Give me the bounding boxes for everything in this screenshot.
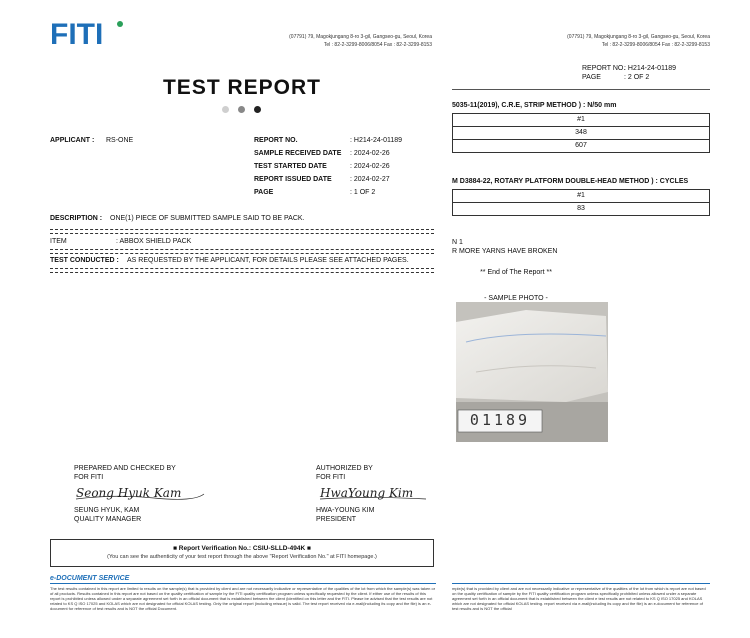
sample-photo (456, 302, 608, 442)
report-no-value: : H214-24-01189 (624, 65, 677, 72)
page-title: TEST REPORT (162, 76, 321, 99)
prepared-for: FOR FITI (74, 474, 104, 481)
test-conducted-value: AS REQUESTED BY THE APPLICANT, FOR DETAILS PLEASE SEE ATTACHED PAGES. (127, 257, 409, 264)
sample-photo-label: - SAMPLE PHOTO - (484, 295, 548, 302)
prepared-name: SEUNG HYUK, KAM (74, 507, 140, 514)
info-label: PAGE (254, 189, 274, 196)
description-value: ONE(1) PIECE OF SUBMITTED SAMPLE SAID TO BE PACK. (110, 215, 305, 222)
info-value: : 1 OF 2 (350, 189, 376, 196)
svg-text:Seong Hyuk Kam: Seong Hyuk Kam (76, 486, 182, 500)
test-conducted-label: TEST CONDUCTED : (50, 257, 119, 264)
section2-table (452, 189, 710, 216)
info-value: : H214-24-01189 (350, 137, 403, 144)
authorized-title: AUTHORIZED BY (316, 465, 373, 472)
header-rule (452, 89, 710, 90)
prepared-role: QUALITY MANAGER (74, 516, 142, 523)
info-label: TEST STARTED DATE (254, 163, 327, 170)
authorized-role: PRESIDENT (316, 516, 357, 523)
report-page-2 (452, 0, 750, 638)
footer-rule (452, 583, 710, 584)
authorized-signature (316, 482, 444, 504)
verification-note: (You can see the authenticity of your test report through the above "Report Verification No." at FITI homepage.) (107, 554, 377, 560)
section2-heading: M D3884-22, ROTARY PLATFORM DOUBLE-HEAD METHOD ) : CYCLES (452, 178, 689, 185)
edocument-service-label: e-DOCUMENT SERVICE (50, 575, 130, 582)
dot-3[interactable] (254, 106, 261, 113)
svg-text:HwaYoung Kim: HwaYoung Kim (320, 486, 414, 500)
table-cell: #1 (453, 190, 709, 203)
dot-2[interactable] (238, 106, 245, 113)
footer-disclaimer: The test results contained in this report are limited to results on the sample(s) that is provided by client and are not necessarily indicative or representative of the qualities of the lot from which the sample(s) was taken or of all products. Results contained in this report are not based on the quality certification of sample by the FITI quality certification program unless specifically requested by the client. If either use of the results of this report is prohibited unless allowed under a separate agreement set forth in an official document that is established between the client (identified on this letter and the FITI. Please be advised that the test results are not related to KS Q ISO 17025 and KOLAS which are not designated for official KOLAS testing. Only the original report (including reissue) is valid. The test report received via e-mail(including its copy and the file) is an e-document for reference of test results and is NOT the official Document. (50, 586, 436, 611)
info-label: REPORT NO. (254, 137, 298, 144)
info-value: : 2024-02-27 (350, 176, 390, 183)
item-value: : ABBOX SHIELD PACK (116, 238, 192, 245)
dot-1[interactable] (222, 106, 229, 113)
prepared-signature (74, 482, 214, 504)
table-cell: 607 (575, 142, 587, 149)
prepared-signature-svg (74, 482, 214, 504)
applicant-label: APPLICANT : (50, 137, 95, 144)
authorized-signature-svg (316, 482, 444, 504)
divider (50, 268, 434, 273)
item-label: ITEM (50, 238, 67, 245)
authorized-for: FOR FITI (316, 474, 346, 481)
address: (07791) 79, Magokjungang 8-ro 3-gil, Gangseo-gu, Seoul, Korea (567, 34, 710, 40)
note-2: R MORE YARNS HAVE BROKEN (452, 248, 558, 255)
prepared-title: PREPARED AND CHECKED BY (74, 465, 176, 472)
contact-info: Tel : 82-2-3299-8006/8054 Fax : 82-2-3299-8153 (601, 42, 710, 48)
fiti-logo-icon (50, 16, 126, 50)
photo-sample-number: 01189 (469, 411, 531, 429)
contact-info: Tel : 82-2-3299-8006/8054 Fax : 82-2-3299-8153 (323, 42, 432, 48)
address: (07791) 79, Magokjungang 8-ro 3-gil, Gangseo-gu, Seoul, Korea (289, 34, 432, 40)
divider (50, 249, 434, 254)
section1-heading: 5035-11(2019), C.R.E, STRIP METHOD ) : N/50 mm (452, 102, 617, 109)
page-value: : 2 OF 2 (624, 74, 650, 81)
footer-rule (50, 583, 436, 584)
page-label: PAGE (582, 74, 601, 81)
footer-disclaimer: mple(s) that is provided by client and are not necessarily indicative or representative of the qualities of the lot from which is report are not based on the quality certification of sample by the FITI quality certification program unless specifically prohibited unless allowed under a separate agreement set forth in an official document that is established between the client e test results are not related to KS Q ISO 17025 and KOLAS which are not designated for official KOLAS testing. report received via e-mail(including its copy and the file) is an e-document for reference of test results and is NOT the official (452, 586, 706, 611)
report-no-label: REPORT NO. (582, 65, 626, 72)
info-value: : 2024-02-26 (350, 163, 390, 170)
svg-text:FITI: FITI (50, 18, 104, 50)
description-label: DESCRIPTION : (50, 215, 103, 222)
fiti-logo (50, 16, 126, 50)
info-label: REPORT ISSUED DATE (254, 176, 332, 183)
info-label: SAMPLE RECEIVED DATE (254, 150, 342, 157)
page-dots (222, 106, 266, 116)
note-1: N 1 (452, 239, 463, 246)
section1-table (452, 113, 710, 153)
verification-box (50, 539, 434, 567)
table-cell: 83 (577, 205, 585, 212)
applicant-value: RS-ONE (106, 137, 134, 144)
table-cell: 348 (453, 127, 709, 140)
divider (50, 229, 434, 234)
authorized-name: HWA-YOUNG KIM (316, 507, 375, 514)
info-value: : 2024-02-26 (350, 150, 390, 157)
table-cell: #1 (453, 114, 709, 127)
end-of-report: ** End of The Report ** (480, 269, 552, 276)
verification-number: ■ Report Verification No.: CSIU-SLLD-494K ■ (173, 545, 311, 552)
